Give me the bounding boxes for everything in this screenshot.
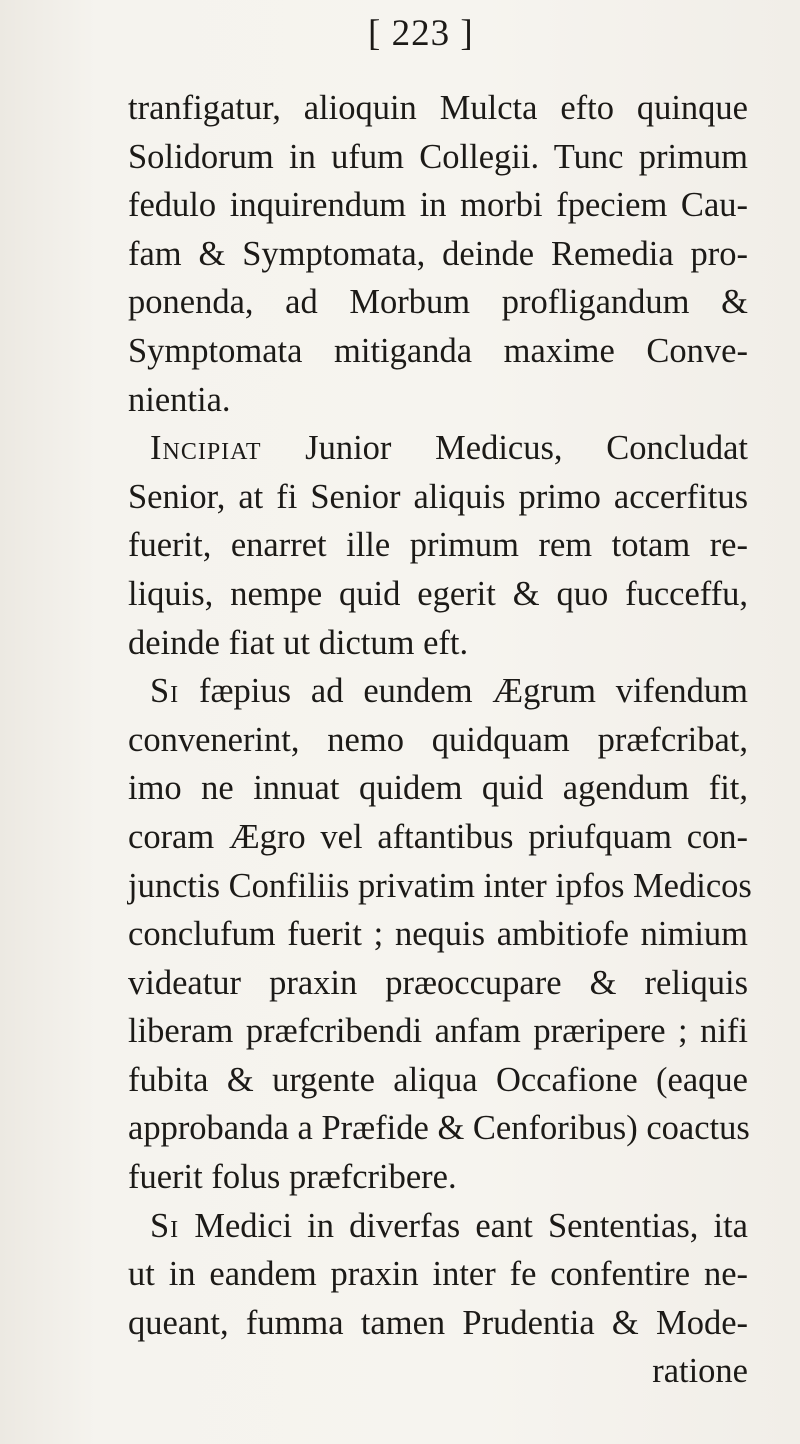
line-text: conclufum fuerit ; nequis ambitiofe nimium <box>128 915 748 954</box>
paragraph-lead-word: Incipiat <box>150 429 262 468</box>
text-line <box>128 570 748 619</box>
line-text: videatur praxin præoccupare & reliquis <box>128 963 748 1002</box>
line-text: ponenda, ad Morbum profligandum & <box>128 283 748 322</box>
text-line <box>128 619 748 668</box>
paragraph-lead-word: Si <box>150 1206 180 1245</box>
line-text: liquis, nempe quid egerit & quo fucceffu, <box>128 574 748 613</box>
line-text: tranfigatur, alioquin Mulcta efto quinque <box>128 89 748 127</box>
text-line <box>128 813 748 862</box>
line-text: deinde fiat ut dictum eft. <box>128 623 469 662</box>
body-text <box>128 84 752 1396</box>
line-text: liberam præfcribendi anfam præripere ; nifi <box>128 1012 748 1051</box>
text-line <box>128 862 752 911</box>
line-text: Senior, at fi Senior aliquis primo accerfitus <box>128 477 748 516</box>
line-text: queant, fumma tamen Prudentia & Mode- <box>128 1303 748 1342</box>
text-line <box>128 1104 748 1153</box>
line-text: fæpius ad eundem Ægrum vifendum <box>179 672 748 711</box>
line-text: fuerit folus præfcribere. <box>128 1158 457 1197</box>
line-text: convenerint, nemo quidquam præfcribat, <box>128 720 748 759</box>
text-line <box>128 1056 748 1105</box>
line-text: approbanda a Præfide & Cenforibus) coactus <box>128 1109 750 1148</box>
text-line <box>128 667 748 716</box>
text-line <box>128 959 748 1008</box>
line-text: nientia. <box>128 380 231 419</box>
text-line <box>128 521 748 570</box>
text-line <box>128 716 748 765</box>
text-line <box>128 327 748 376</box>
text-line <box>128 910 748 959</box>
line-text: coram Ægro vel aftantibus priufquam con- <box>128 817 748 856</box>
line-text: Medici in diverfas eant Sententias, ita <box>179 1206 748 1245</box>
line-text: fubita & urgente aliqua Occafione (eaque <box>128 1060 748 1099</box>
line-text: imo ne innuat quidem quid agendum fit, <box>128 769 748 808</box>
text-line <box>128 84 748 133</box>
text-line <box>128 764 748 813</box>
text-line <box>128 424 748 473</box>
text-line <box>128 473 748 522</box>
line-text: fam & Symptomata, deinde Remedia pro- <box>128 234 748 273</box>
line-text: Symptomata mitiganda maxime Conve- <box>128 331 748 370</box>
line-text: ratione <box>652 1352 748 1391</box>
page-number: [ 223 ] <box>368 13 474 54</box>
text-line <box>128 376 748 425</box>
text-line <box>128 230 748 279</box>
paragraph-lead-word: Si <box>150 672 180 711</box>
text-line <box>128 1299 748 1348</box>
line-text: ut in eandem praxin inter fe confentire ne- <box>128 1255 748 1294</box>
line-text: junctis Confiliis privatim inter ipfos Medicos <box>128 866 752 905</box>
text-line <box>128 1347 748 1396</box>
text-line <box>128 1202 748 1251</box>
text-line <box>128 278 748 327</box>
line-text: fedulo inquirendum in morbi fpeciem Cau- <box>128 186 748 225</box>
text-line <box>128 1153 748 1202</box>
text-line <box>128 133 748 182</box>
text-line <box>128 181 748 230</box>
text-line <box>128 1250 748 1299</box>
line-text: Junior Medicus, Concludat <box>261 429 748 468</box>
line-text: Solidorum in ufum Collegii. Tunc primum <box>128 137 748 176</box>
text-line <box>128 1007 748 1056</box>
line-text: fuerit, enarret ille primum rem totam re- <box>128 526 748 565</box>
